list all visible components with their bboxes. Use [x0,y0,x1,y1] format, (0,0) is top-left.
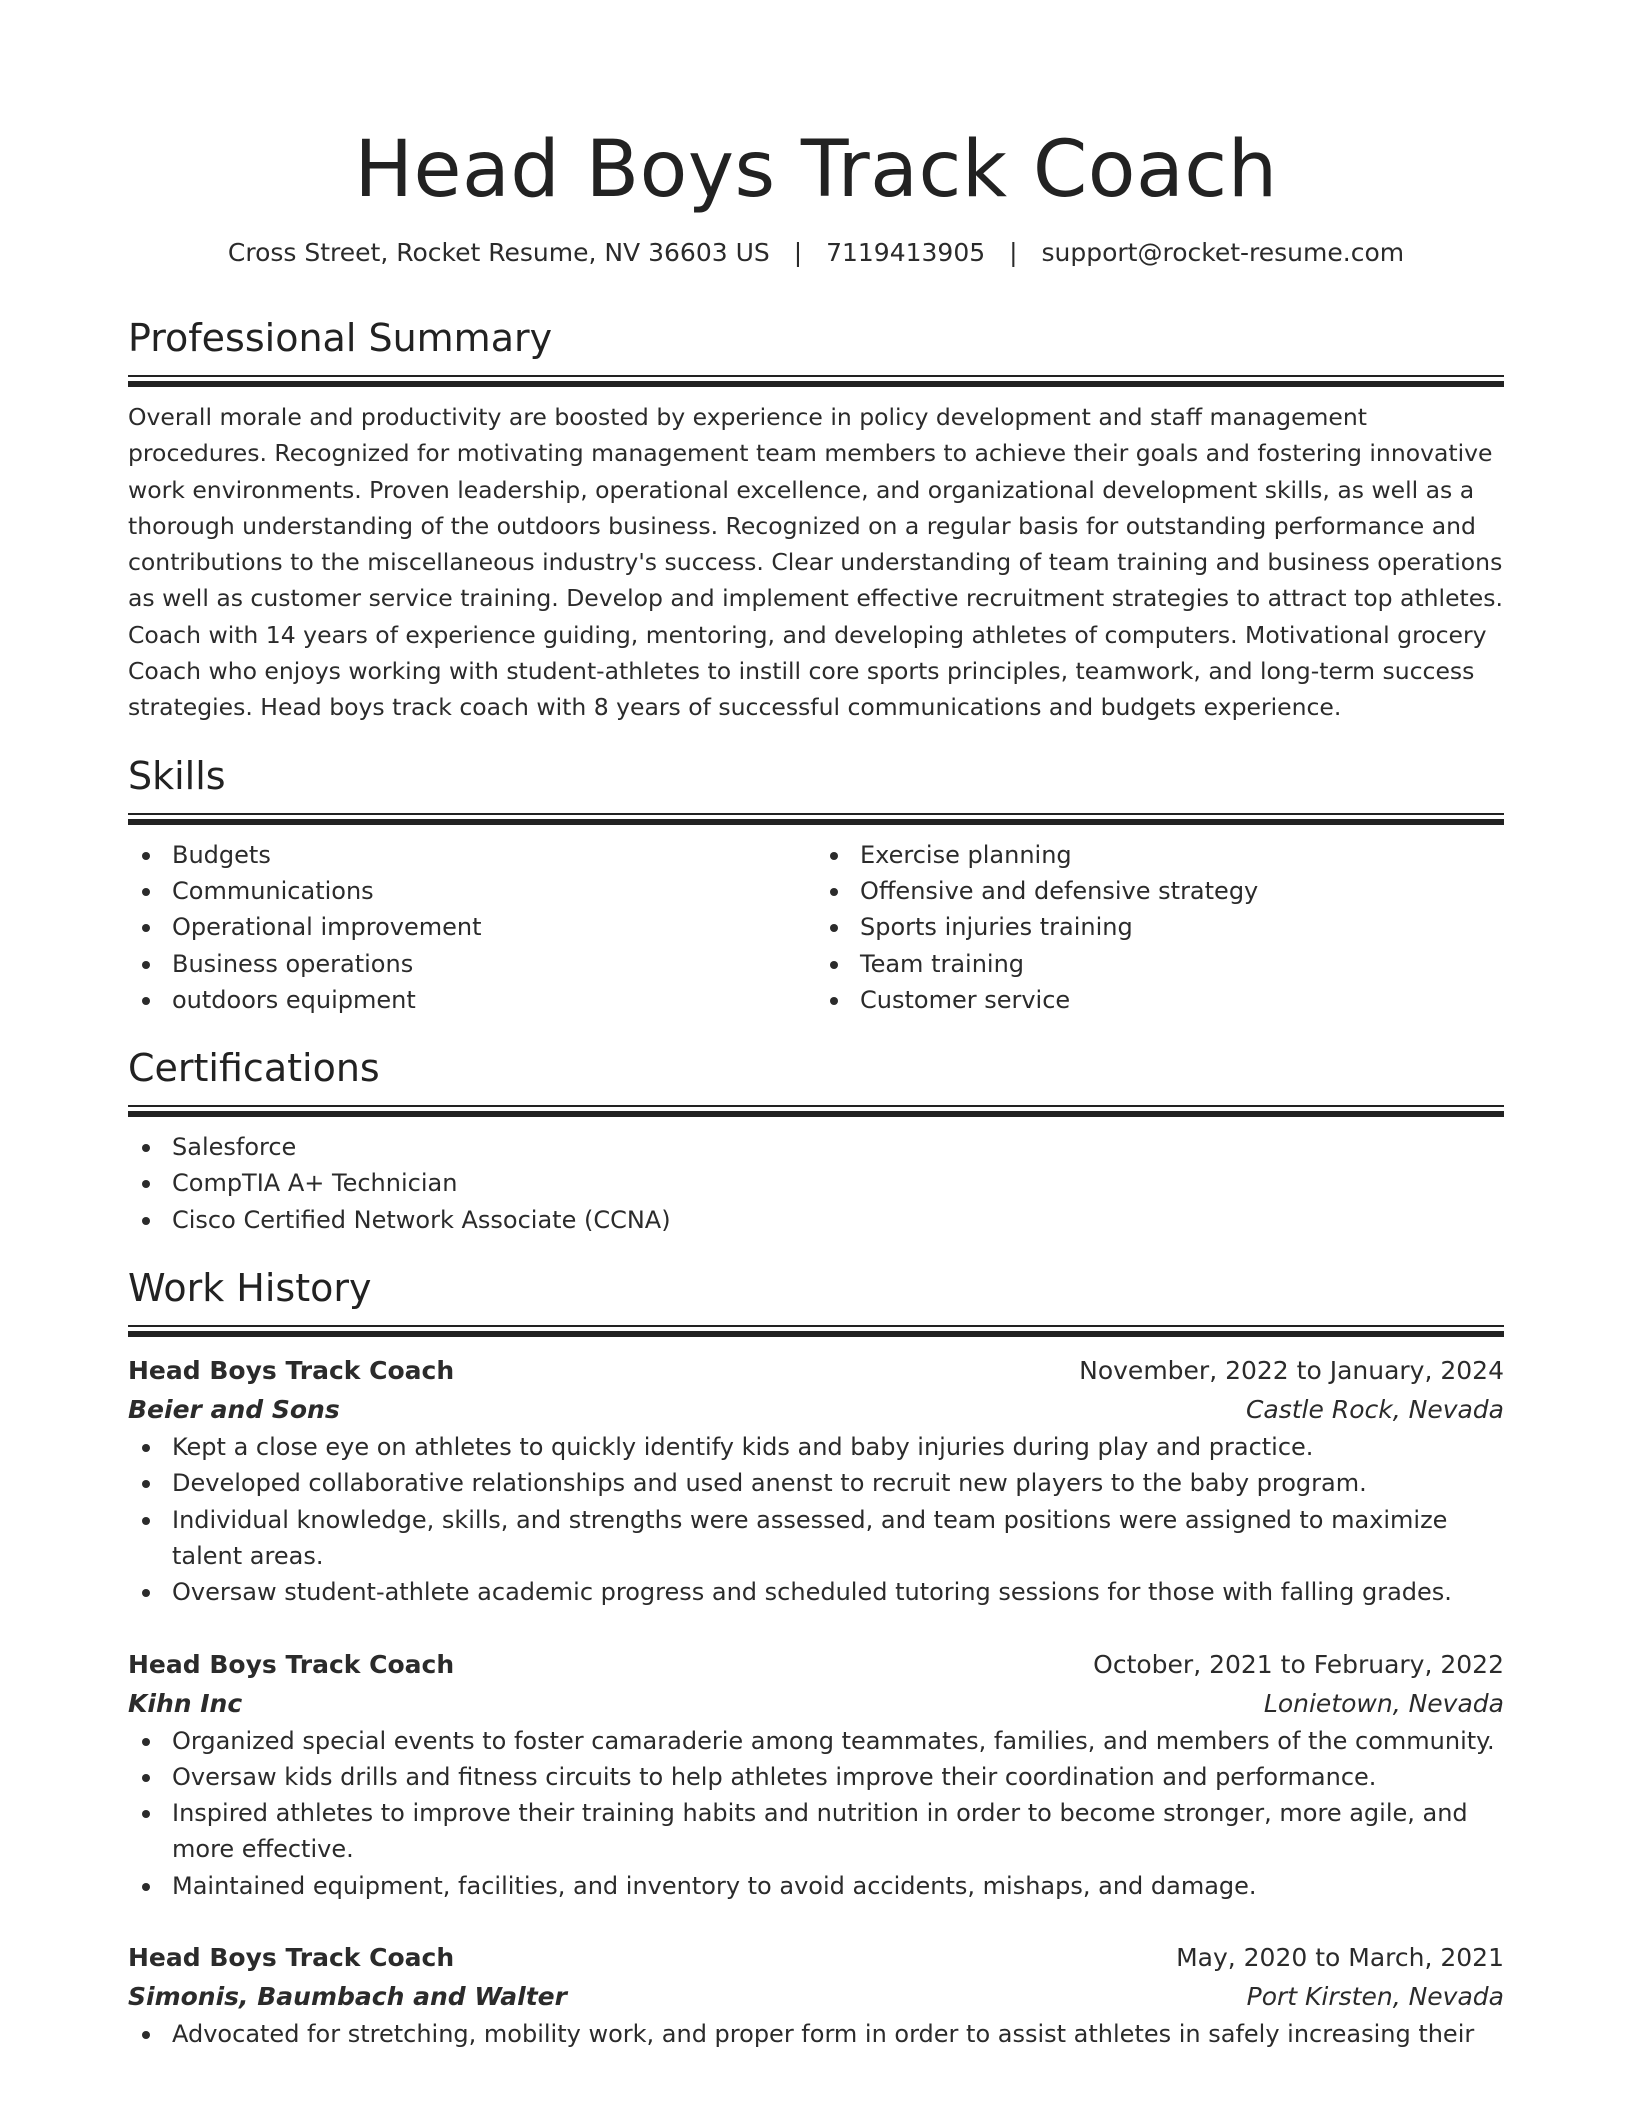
section-divider [128,1325,1504,1337]
job-duty: Inspired athletes to improve their training habits and nutrition in order to become stronger, more agile, and more effective. [172,1795,1504,1868]
summary-section [128,314,1504,726]
contact-email: support@rocket-resume.com [1041,238,1405,267]
job-duties-list [128,1723,1504,1904]
work-history-section [128,1264,1504,2052]
section-heading-work-history: Work History [128,1266,372,1311]
skill-item: Customer service [860,982,1504,1018]
certifications-list [128,1129,1504,1238]
job-title: Head Boys Track Coach [128,1649,455,1679]
certification-item: CompTIA A+ Technician [172,1165,1504,1201]
job-location: Lonietown, Nevada [1263,1688,1504,1718]
job-company: Simonis, Baumbach and Walter [128,1982,567,2012]
job-title: Head Boys Track Coach [128,1356,455,1386]
resume-page [128,0,1504,2052]
job-company: Beier and Sons [128,1395,340,1425]
job-duty: Individual knowledge, skills, and strengths were assessed, and team positions were assigned to maximize talent areas. [172,1502,1504,1575]
job-subheader-row [128,1684,1504,1723]
contact-separator: | [793,238,803,267]
certifications-section [128,1044,1504,1238]
job-location: Port Kirsten, Nevada [1246,1982,1504,2012]
section-divider [128,1105,1504,1117]
job-dates: November, 2022 to January, 2024 [1079,1356,1504,1386]
contact-address: Cross Street, Rocket Resume, NV 36603 US [227,238,770,267]
job-duty: Maintained equipment, facilities, and inventory to avoid accidents, mishaps, and damage. [172,1868,1504,1904]
skill-item: outdoors equipment [172,982,816,1018]
section-divider [128,813,1504,825]
job-duty: Oversaw kids drills and fitness circuits to help athletes improve their coordination and performance. [172,1759,1504,1795]
job-header-row [128,1938,1504,1977]
section-heading-summary: Professional Summary [128,316,553,360]
skill-item: Budgets [172,837,816,873]
skills-column-left [128,837,816,1018]
summary-text: Overall morale and productivity are boosted by experience in policy development and staff management procedures. Recognized for motivating management team members to achieve their goals and fostering innovative work environments. Proven leadership, operational excellence, and organizational development skills, as well as a thorough understanding of the outdoors business. Recognized on a regular basis for outstanding performance and contributions to the miscellaneous industry's success. Clear understanding of team training and business operations as well as customer service training. Develop and implement effective recruitment strategies to attract top athletes. Coach with 14 years of experience guiding, mentoring, and developing athletes of computers. Motivational grocery Coach who enjoys working with student-athletes to instill core sports principles, teamwork, and long-term success strategies. Head boys track coach with 8 years of successful communications and budgets experience. [128,403,1503,722]
certification-item: Salesforce [172,1129,1504,1165]
job-title: Head Boys Track Coach [128,1943,455,1973]
skill-item: Business operations [172,946,816,982]
skill-item: Team training [860,946,1504,982]
job-entry [128,1938,1504,2052]
certification-item: Cisco Certified Network Associate (CCNA) [172,1202,1504,1238]
contact-separator: | [1009,238,1018,267]
skill-item: Sports injuries training [860,909,1504,945]
skill-item: Exercise planning [860,837,1504,873]
job-duty: Developed collaborative relationships and used anenst to recruit new players to the baby program. [172,1465,1504,1501]
section-divider [128,375,1504,387]
skills-grid [128,837,1504,1018]
job-entry [128,1351,1504,1610]
job-entry [128,1645,1504,1904]
section-heading-certifications: Certifications [128,1046,380,1091]
skills-section [128,752,1504,1018]
skill-item: Operational improvement [172,909,816,945]
job-header-row [128,1351,1504,1390]
skill-item: Communications [172,873,816,909]
job-header-row [128,1645,1504,1684]
candidate-name: Head Boys Track Coach [354,125,1278,215]
skill-item: Offensive and defensive strategy [860,873,1504,909]
job-duty: Kept a close eye on athletes to quickly identify kids and baby injuries during play and practice. [172,1429,1504,1465]
job-duty: Organized special events to foster camaraderie among teammates, families, and members of the community. [172,1723,1504,1759]
skills-column-right [816,837,1504,1018]
job-subheader-row [128,1977,1504,2016]
contact-line [128,236,1504,270]
job-duties-list [128,1429,1504,1610]
job-subheader-row [128,1390,1504,1429]
contact-phone: 7119413905 [826,238,986,267]
job-dates: October, 2021 to February, 2022 [1093,1649,1504,1679]
section-heading-skills: Skills [128,753,226,798]
job-duties-list [128,2016,1504,2052]
job-location: Castle Rock, Nevada [1245,1395,1504,1425]
job-duty: Oversaw student-athlete academic progress and scheduled tutoring sessions for those with falling grades. [172,1574,1504,1610]
job-company: Kihn Inc [128,1688,243,1718]
job-duty: Advocated for stretching, mobility work, and proper form in order to assist athletes in safely increasing their [172,2016,1504,2052]
job-dates: May, 2020 to March, 2021 [1176,1943,1504,1973]
